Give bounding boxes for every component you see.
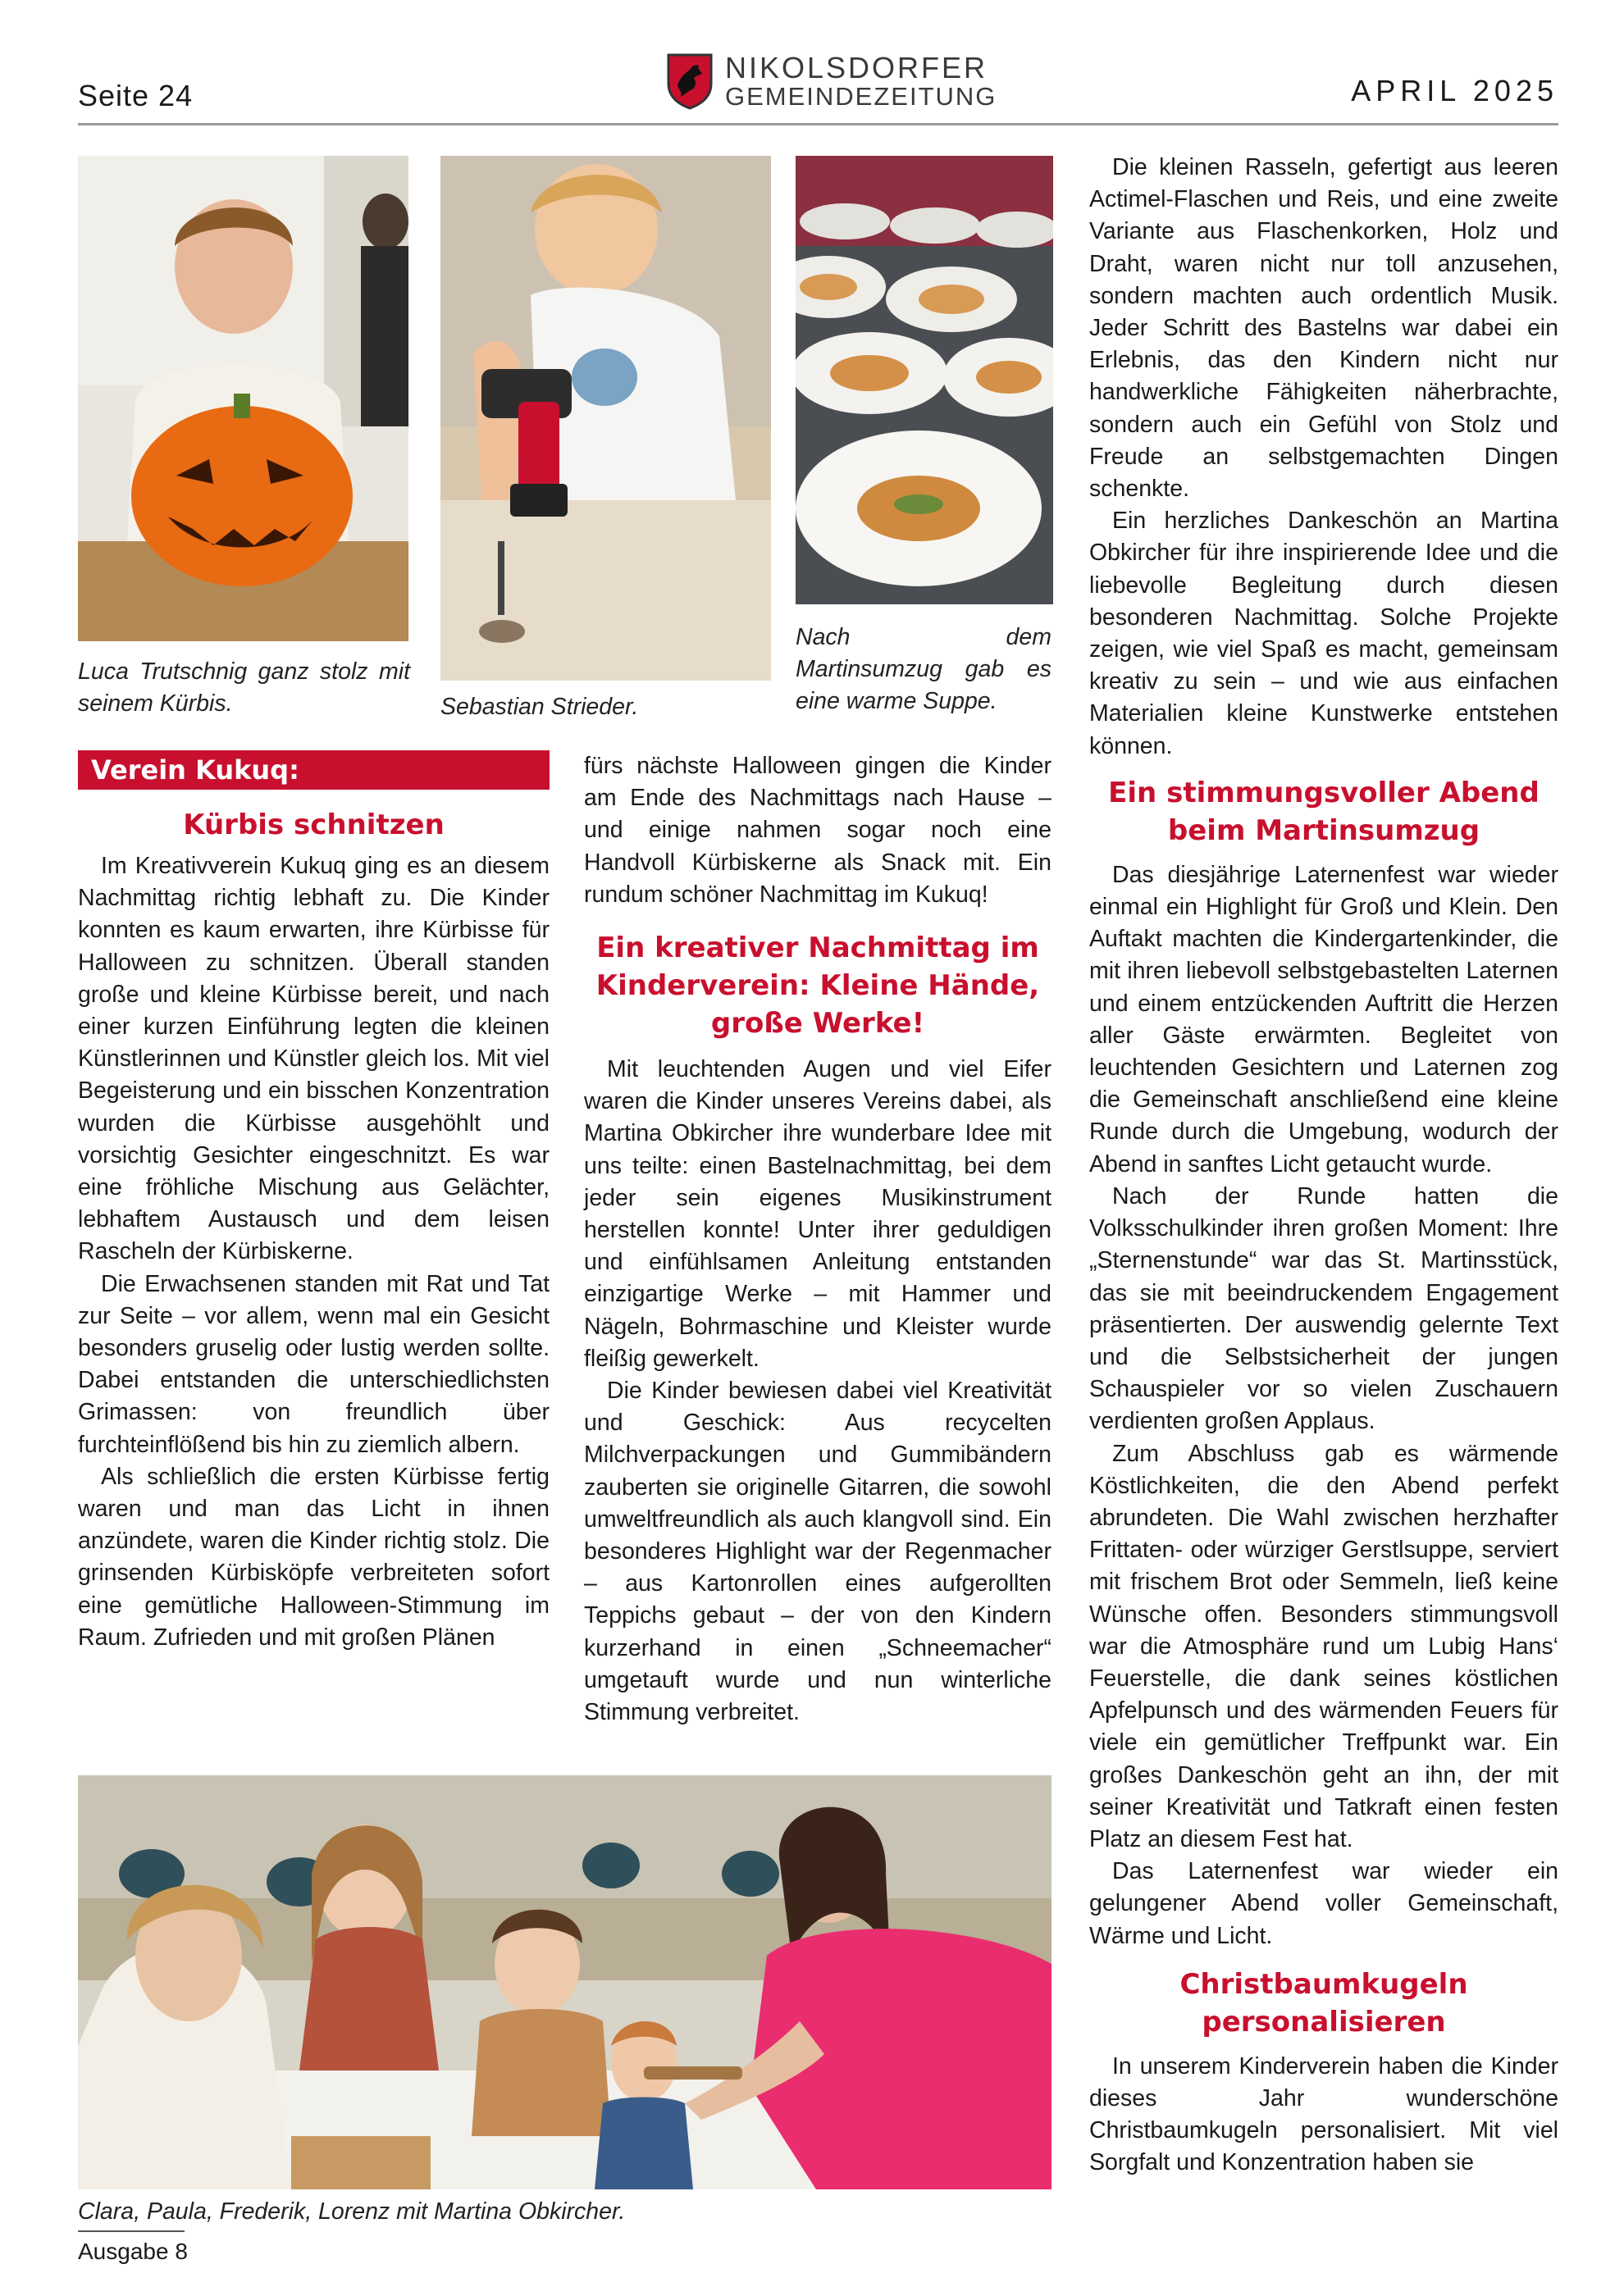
- photo-pumpkin-boy: [78, 156, 408, 641]
- article-body-kinderverein: [584, 1054, 1051, 1729]
- paragraph: Die Kinder bewiesen dabei viel Kreativität und Geschick: Aus recycelten Milchverpackungen und Gummibändern zauberten sie originelle Gitarren, die sowohl umweltfreundlich als auch klangvoll sind. Ein besonderes Highlight war der Regenmacher – aus Kartonrollen eines aufgerollten Teppichs gebaut – der von den Kindern kurzerhand in einen „Schneemacher“ umgetauft wurde und nun winterliche Stimmung verbreitet.: [584, 1378, 1051, 1726]
- footer-issue: Ausgabe 8: [78, 2239, 188, 2264]
- paragraph: Im Kreativverein Kukuq ging es an diesem Nachmittag richtig lebhaft zu. Die Kinder konnten es kaum erwarten, ihre Kürbisse für Halloween zu schnitzen. Überall standen große und kleine Kürbisse bereit, und nach einer kurzen Einführung legten die kleinen Künstlerinnen und Künstler gleich los. Mit viel Begeisterung und ein bisschen Konzentration wurden die Kürbisse ausgehöhlt und vorsichtig Gesichter eingeschnitzt. Es war eine fröhliche Mischung aus Gelächter, lebhaftem Austausch und dem leisen Rascheln der Kürbiskerne.: [78, 853, 550, 1265]
- headline-kreativer-nachmittag: Ein kreativer Nachmittag im Kinderverein: Kleine Hände, große Werke!: [595, 932, 1040, 1041]
- header-divider: [78, 123, 1558, 125]
- photo-group-crafting: [78, 1775, 1051, 2189]
- crest-icon: [666, 52, 714, 110]
- paragraph: Mit leuchtenden Augen und viel Eifer waren die Kinder unseres Vereins dabei, als Martina Obkircher ihre wunderbare Idee mit uns teilte: einen Bastelnachmittag, bei dem jeder sein eigenes Musikinstrument herstellen konnte! Unter ihrer geduldigen und einfühlsamen Anleitung entstanden einzigartige Werke – mit Hammer und Nägeln, Bohrmaschine und Kleister wurde fleißig gewerkelt.: [584, 1056, 1051, 1372]
- caption-group: Clara, Paula, Frederik, Lorenz mit Martina Obkircher.: [78, 2198, 626, 2225]
- paragraph: Das Laternenfest war wieder ein gelungener Abend voller Gemeinschaft, Wärme und Licht.: [1089, 1858, 1558, 1949]
- article-body-kukuq: [78, 850, 550, 1654]
- headline-martinsumzug: Ein stimmungsvoller Abend beim Martinsumzug: [1108, 776, 1540, 847]
- paragraph: Zum Abschluss gab es wärmende Köstlichkeiten, die den Abend perfekt abrundeten. Die Wahl zwischen herzhafter Frittaten- oder würziger Gerstlsuppe, serviert mit frischem Brot oder Semmeln, ließ keine Wünsche offen. Besonders stimmungsvoll war die Atmosphäre rund um Lubig Hans‘ Feuerstelle, die dank seines köstlichen Apfelpunsch und des wärmenden Feuers für viele ein gemütlicher Treffpunkt war. Ein großes Dankeschön geht an ihn, der mit seiner Kreativität und Tatkraft einen festen Platz an diesem Fest hat.: [1089, 1440, 1558, 1852]
- headline-christbaumkugeln: Christbaumkugeln personalisieren: [1179, 1967, 1468, 2039]
- paragraph: In unserem Kinderverein haben die Kinder dieses Jahr wunderschöne Christbaumkugeln personalisiert. Mit viel Sorgfalt und Konzentration haben sie: [1089, 2052, 1558, 2176]
- masthead: [666, 48, 997, 113]
- article-body-instruments: [1089, 152, 1558, 763]
- footer-divider: [78, 2230, 185, 2232]
- section-label-kukuq: Verein Kukuq:: [78, 750, 550, 790]
- article-column-right: [1089, 152, 1558, 2180]
- paragraph-continuation: fürs nächste Halloween gingen die Kinder am Ende des Nachmittags nach Hause – und einige nahmen sogar noch eine Handvoll Kürbiskerne als Snack mit. Ein rundum schöner Nachmittag im Kukuq!: [584, 753, 1051, 908]
- caption-soup: Nach dem Martinsumzug gab es eine warme Suppe.: [796, 624, 1051, 714]
- issue-date: APRIL 2025: [1351, 74, 1558, 107]
- paragraph: Ein herzliches Dankeschön an Martina Obkircher für ihre inspirierende Idee und die liebevolle Begleitung durch diesen besonderen Nachmittag. Solche Projekte zeigen, wie viel Spaß es macht, gemeinsam kreativ zu sein – und wie aus einfachen Materialien kleine Kunstwerke entstehen können.: [1089, 508, 1558, 759]
- article-body-christbaumkugeln: [1089, 2051, 1558, 2180]
- article-body-martinsumzug: [1089, 859, 1558, 1952]
- paragraph: Die kleinen Rasseln, gefertigt aus leeren Actimel-Flaschen und Reis, und eine zweite Variante aus Flaschenkorken, Holz und Draht, waren nicht nur toll anzusehen, sondern machten auch ordentlich Musik. Jeder Schritt des Bastelns war dabei ein Erlebnis, das den Kindern nicht nur handwerkliche Fähigkeiten näherbrachte, sondern auch ein Gefühl von Stolz und Freude an selbstgemachten Dingen schenkte.: [1089, 154, 1558, 503]
- caption-pumpkin: Luca Trutschnig ganz stolz mit seinem Kürbis.: [78, 658, 410, 717]
- headline-kuerbis: Kürbis schnitzen: [183, 809, 445, 841]
- photo-soup-plates: [796, 156, 1053, 604]
- article-kinderverein: [584, 750, 1051, 1729]
- paragraph: Das diesjährige Laternenfest war wieder einmal ein Highlight für Groß und Klein. Den Auftakt machten die Kindergartenkinder, die mit ihren liebevoll selbstgebastelten Laternen und einem entzückenden Auftritt die Herzen aller Gäste erwärmten. Begleitet von leuchtenden Gesichtern und Laternen zog die Gemeinschaft anschließend eine kleine Runde durch die Umgebung, wodurch der Abend in sanftes Licht getaucht wurde.: [1089, 861, 1558, 1178]
- paragraph: Die Erwachsenen standen mit Rat und Tat zur Seite – vor allem, wenn mal ein Gesicht besonders gruselig oder lustig werden sollte. Dabei entstanden die unterschiedlichsten Grimassen: von freundlich über furchteinflößend bis hin zu ziemlich albern.: [78, 1270, 550, 1458]
- paragraph: Als schließlich die ersten Kürbisse fertig waren und man das Licht in ihnen anzündete, waren die Kinder richtig stolz. Die grinsenden Kürbisköpfe verbreiteten sofort eine gemütliche Halloween-Stimmung im Raum. Zufrieden und mit großen Plänen: [78, 1463, 550, 1651]
- photo-drill-boy: [440, 156, 771, 681]
- page-number: Seite 24: [78, 79, 194, 112]
- article-kukuq: [78, 750, 550, 1654]
- caption-drill: Sebastian Strieder.: [440, 694, 639, 720]
- paragraph: Nach der Runde hatten die Volksschulkinder ihren großen Moment: Ihre „Sternenstunde“ war das St. Martinsstück, das sie mit beeindruckendem Engagement präsentierten. Der auswendig gelernte Text und die Selbstsicherheit der jungen Schauspieler vor so vielen Zuschauern verdienten großen Applaus.: [1089, 1182, 1558, 1435]
- masthead-subtitle: GEMEINDEZEITUNG: [725, 82, 997, 111]
- masthead-title: NIKOLSDORFER: [725, 51, 988, 84]
